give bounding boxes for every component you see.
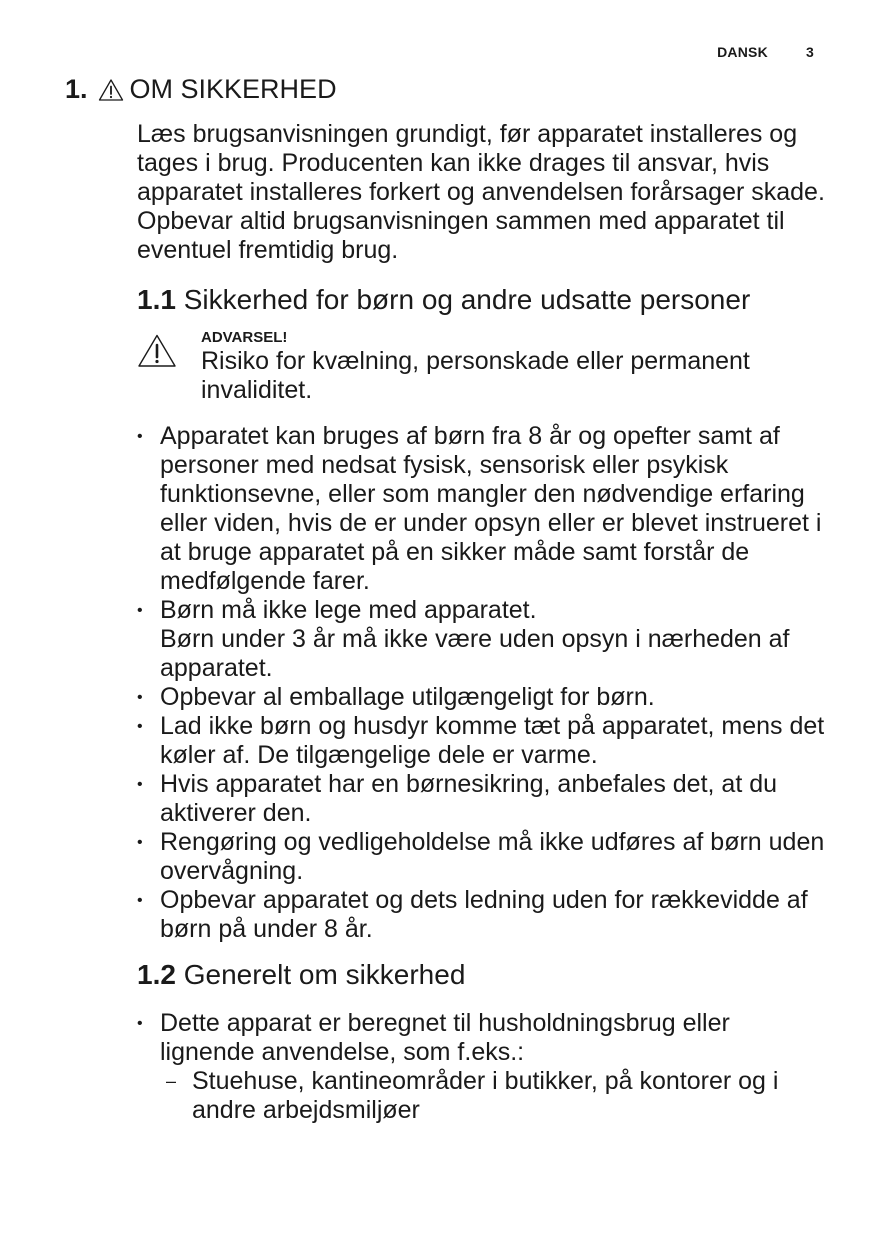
warning-box	[137, 329, 827, 405]
section-1-2-heading	[137, 958, 827, 992]
bullet-dot-icon: •	[137, 602, 143, 619]
bullet-dot-icon: •	[137, 834, 143, 851]
list-item: • Opbevar al emballage utilgængeligt for børn.	[137, 683, 655, 711]
page-content	[137, 120, 827, 1125]
language-label: DANSK	[717, 44, 768, 60]
bullet-dot-icon: •	[137, 892, 143, 909]
warning-text-block	[201, 329, 827, 405]
list-item: • Dette apparat er beregnet til husholdningsbrug eller lignende anvendelse, som f.eks.: – Stuehuse, kantineområder i butikker, på kontorer og i andre arbejdsmiljøer	[137, 1009, 827, 1125]
warning-text: Risiko for kvælning, personskade eller permanent invaliditet.	[201, 347, 750, 404]
general-safety-list	[137, 1009, 827, 1125]
page-number: 3	[806, 44, 814, 60]
page-header	[717, 44, 814, 60]
list-item: • Lad ikke børn og husdyr komme tæt på apparatet, mens det køler af. De tilgængelige dele er varme.	[137, 712, 825, 769]
section-1-1-heading	[137, 283, 827, 317]
list-item: • Apparatet kan bruges af børn fra 8 år og opefter samt af personer med nedsat fysisk, sensorisk eller psykisk funktionsevne, eller som mangler den nødvendige erfaring eller viden, hvis de er under opsyn eller er blevet instrueret i at bruge apparatet på en sikker måde samt forstår de medfølgende farer.	[137, 422, 822, 595]
section-1-2-number: 1.2	[137, 959, 176, 990]
bullet-dot-icon: •	[137, 1015, 143, 1032]
bullet-dot-icon: •	[137, 428, 143, 445]
section-1-2-title: Generelt om sikkerhed	[183, 959, 466, 990]
intro-paragraph: Læs brugsanvisningen grundigt, før apparatet installeres og tages i brug. Producenten kan ikke drages til ansvar, hvis apparatet installeres forkert og anvendelsen forårsager skade. Opbevar altid brugsanvisningen sammen med apparatet til eventuel fremtidig brug.	[137, 120, 825, 264]
section-1-title: OM SIKKERHED	[129, 74, 337, 104]
warning-triangle-icon	[137, 333, 177, 369]
bullet-dot-icon: •	[137, 689, 143, 706]
sub-list-item: – Stuehuse, kantineområder i butikker, på kontorer og i andre arbejdsmiljøer	[166, 1067, 779, 1124]
list-item: • Børn må ikke lege med apparatet. Børn under 3 år må ikke være uden opsyn i nærheden af apparatet.	[137, 596, 790, 682]
sub-list	[160, 1067, 827, 1125]
dash-icon: –	[166, 1071, 177, 1091]
section-1-1-number: 1.1	[137, 284, 176, 315]
section-1-number: 1.	[65, 74, 88, 104]
section-1-heading	[65, 74, 337, 105]
list-item: • Opbevar apparatet og dets ledning uden for rækkevidde af børn på under 8 år.	[137, 886, 808, 943]
bullet-dot-icon: •	[137, 776, 143, 793]
warning-triangle-icon	[98, 78, 124, 102]
list-item: • Hvis apparatet har en børnesikring, anbefales det, at du aktiverer den.	[137, 770, 778, 827]
warning-label: ADVARSEL!	[201, 329, 288, 346]
list-item: • Rengøring og vedligeholdelse må ikke udføres af børn uden overvågning.	[137, 828, 825, 885]
section-1-1-title: Sikkerhed for børn og andre udsatte personer	[183, 284, 751, 315]
bullet-dot-icon: •	[137, 718, 143, 735]
children-safety-list	[137, 422, 827, 944]
